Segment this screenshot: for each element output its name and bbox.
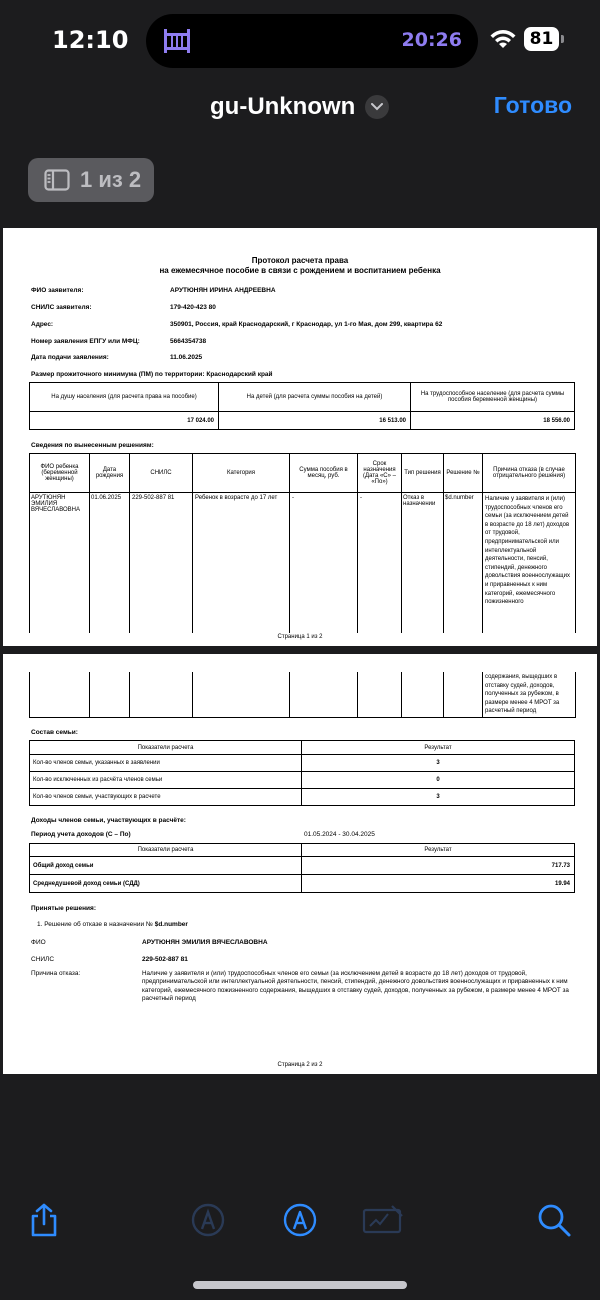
family-row-value: 3 xyxy=(302,789,575,806)
decision-cell xyxy=(130,672,193,717)
page-indicator-label: 1 из 2 xyxy=(80,167,142,192)
accepted-section-title: Принятые решения: xyxy=(31,905,97,912)
reason-label: Причина отказа: xyxy=(31,970,81,977)
page-indicator-button[interactable] xyxy=(28,158,154,202)
fio-value: АРУТЮНЯН ЭМИЛИЯ ВЯЧЕСЛАВОВНА xyxy=(142,939,268,946)
table-row xyxy=(30,875,575,893)
pm-value: 17 024.00 xyxy=(30,412,219,430)
family-row-value: 0 xyxy=(302,772,575,789)
table-row xyxy=(30,857,575,875)
income-header: Показатели расчета xyxy=(30,844,302,857)
decision-cell: $d.number xyxy=(444,493,483,633)
field-value: 179-420-423 80 xyxy=(170,304,216,311)
income-header: Результат xyxy=(302,844,575,857)
decisions-table xyxy=(29,453,576,633)
title-line-2: на ежемесячное пособие в связи с рождением и воспитанием ребенка xyxy=(159,266,441,275)
family-row-value: 3 xyxy=(302,755,575,772)
pm-value: 16 513.00 xyxy=(219,412,411,430)
family-row-label: Кол-во членов семьи, участвующих в расчете xyxy=(30,789,302,806)
income-row-label: Общий доход семьи xyxy=(30,857,302,875)
field-value: АРУТЮНЯН ИРИНА АНДРЕЕВНА xyxy=(170,287,276,294)
search-icon[interactable] xyxy=(536,1202,572,1238)
decisions-table-continued xyxy=(29,672,576,718)
table-row xyxy=(30,755,575,772)
pm-table xyxy=(29,382,575,430)
income-row-value: 717.73 xyxy=(302,857,575,875)
decision-cell: содержания, выщедших в отставку судей, доходов, полученных за рубежом, в размере менее 4 МРОТ за расчетный период xyxy=(483,672,576,717)
pm-header: На душу населения (для расчета права на пособие) xyxy=(30,383,219,412)
decisions-header: Причина отказа (в случае отрицательного решения) xyxy=(483,454,576,493)
decision-cell xyxy=(193,672,290,717)
crib-icon xyxy=(162,27,192,55)
income-row-label: Среднедушевой доход семьи (СДД) xyxy=(30,875,302,893)
document-page-2[interactable] xyxy=(3,654,597,1074)
income-section-title: Доходы членов семьи, участвующих в расчёте: xyxy=(31,817,186,824)
field-value: 350901, Россия, край Краснодарский, г Краснодар, ул 1-го Мая, дом 299, квартира 62 xyxy=(170,321,443,328)
battery-icon xyxy=(524,27,564,51)
pm-section-title: Размер прожиточного минимума (ПМ) по территории: Краснодарский край xyxy=(31,371,273,378)
decision-cell xyxy=(402,672,444,717)
reason-value: Наличие у заявителя и (или) трудоспособных членов его семьи (за исключением детей в возрасте до 18 лет) доходов от трудовой, предпринимательской или интеллектуальной деятельности, пенсий, стипендий, денежного довольствия военнослужащих и приравненных к ним категорий, ежемесячного пожизненного содержания, выщедших в отставку судей, доходов, полученных за рубежом, в размере менее 4 МРОТ за расчетный период xyxy=(142,970,569,1003)
period-label: Период учета доходов (С – По) xyxy=(31,831,131,838)
chevron-down-icon[interactable] xyxy=(365,95,389,119)
family-header: Результат xyxy=(302,741,575,755)
field-label: Номер заявления ЕПГУ или МФЦ: xyxy=(31,338,140,345)
family-row-label: Кол-во членов семьи, указанных в заявлении xyxy=(30,755,302,772)
decision-cell xyxy=(30,672,90,717)
sidebar-icon xyxy=(44,169,70,191)
decision-cell: - xyxy=(358,493,402,633)
signature-icon[interactable] xyxy=(362,1202,404,1238)
table-row xyxy=(30,789,575,806)
field-label: Дата подачи заявления: xyxy=(31,354,109,361)
decisions-header: Срок назначения (Дата «С» – «По») xyxy=(358,454,402,493)
decisions-header: Категория xyxy=(193,454,290,493)
income-table xyxy=(29,843,575,893)
decisions-section-title: Сведения по вынесенным решениям: xyxy=(31,442,154,449)
table-row xyxy=(30,672,576,717)
wifi-icon xyxy=(489,28,517,50)
snils-value: 229-502-887 81 xyxy=(142,956,188,963)
pm-value: 18 556.00 xyxy=(411,412,575,430)
period-value: 01.05.2024 - 30.04.2025 xyxy=(304,831,375,838)
field-value: 11.06.2025 xyxy=(170,354,203,361)
decisions-header: Дата рождения xyxy=(90,454,130,493)
done-button[interactable]: Готово xyxy=(493,92,572,118)
fio-label: ФИО xyxy=(31,939,46,946)
decision-cell xyxy=(90,672,130,717)
family-section-title: Состав семьи: xyxy=(31,729,78,736)
status-bar xyxy=(0,0,600,80)
decisions-header: СНИЛС xyxy=(130,454,193,493)
decisions-header: ФИО ребенка (беременной женщины) xyxy=(30,454,90,493)
family-table xyxy=(29,740,575,806)
protocol-title xyxy=(3,256,597,276)
snils-label: СНИЛС xyxy=(31,956,55,963)
decision-cell xyxy=(444,672,483,717)
page-footer: Страница 2 из 2 xyxy=(277,1062,323,1068)
decisions-header: Сумма пособия в месяц, руб. xyxy=(290,454,358,493)
field-label: ФИО заявителя: xyxy=(31,287,84,294)
pm-header: На детей (для расчета суммы пособия на детей) xyxy=(219,383,411,412)
field-label: СНИЛС заявителя: xyxy=(31,304,92,311)
island-timer: 20:26 xyxy=(401,29,462,51)
accepted-item-prefix: 1. Решение об отказе в назначении № xyxy=(37,921,153,928)
share-icon[interactable] xyxy=(26,1202,62,1238)
decision-cell xyxy=(290,672,358,717)
decision-cell xyxy=(358,672,402,717)
field-label: Адрес: xyxy=(31,321,54,328)
document-page-1[interactable] xyxy=(3,228,597,646)
family-row-label: Кол-во исключенных из расчёта членов семьи xyxy=(30,772,302,789)
family-header: Показатели расчета xyxy=(30,741,302,755)
markup-icon[interactable] xyxy=(282,1202,318,1238)
title-line-1: Протокол расчета права xyxy=(251,256,349,265)
decisions-header: Решение № xyxy=(444,454,483,493)
battery-level: 81 xyxy=(524,27,559,51)
decision-cell: АРУТЮНЯН ЭМИЛИЯ ВЯЧЕСЛАВОВНА xyxy=(30,493,90,633)
decision-cell: Наличие у заявителя и (или) трудоспособных членов его семьи (за исключением детей в возрасте до 18 лет) доходов от трудовой, предпринимательской или интеллектуальной деятельности, пенсий, стипендий, денежного довольствия военнослужащих и приравненных к ним категорий, ежемесячного пожизненного xyxy=(483,493,576,633)
decisions-header: Тип решения xyxy=(402,454,444,493)
accepted-item-number: $d.number xyxy=(154,921,188,928)
decision-cell: 01.06.2025 xyxy=(90,493,130,633)
document-title-menu[interactable] xyxy=(210,90,389,124)
pm-header: На трудоспособное население (для расчета суммы пособия беременной женщины) xyxy=(411,383,575,412)
income-row-value: 19.94 xyxy=(302,875,575,893)
decision-cell: Ребенок в возрасте до 17 лет xyxy=(193,493,290,633)
markup-disabled-icon xyxy=(190,1202,226,1238)
home-indicator[interactable] xyxy=(193,1281,407,1289)
status-time: 12:10 xyxy=(52,26,129,54)
accepted-decision-item xyxy=(37,921,188,928)
document-title: gu-Unknown xyxy=(210,93,356,120)
decision-cell: - xyxy=(290,493,358,633)
field-value: 5664354738 xyxy=(170,338,207,345)
table-row xyxy=(30,493,576,633)
dynamic-island[interactable] xyxy=(146,14,478,68)
table-row xyxy=(30,772,575,789)
bottom-toolbar xyxy=(0,1190,600,1250)
decision-cell: Отказ в назначении xyxy=(402,493,444,633)
decision-cell: 229-502-887 81 xyxy=(130,493,193,633)
page-footer: Страница 1 из 2 xyxy=(277,634,323,640)
